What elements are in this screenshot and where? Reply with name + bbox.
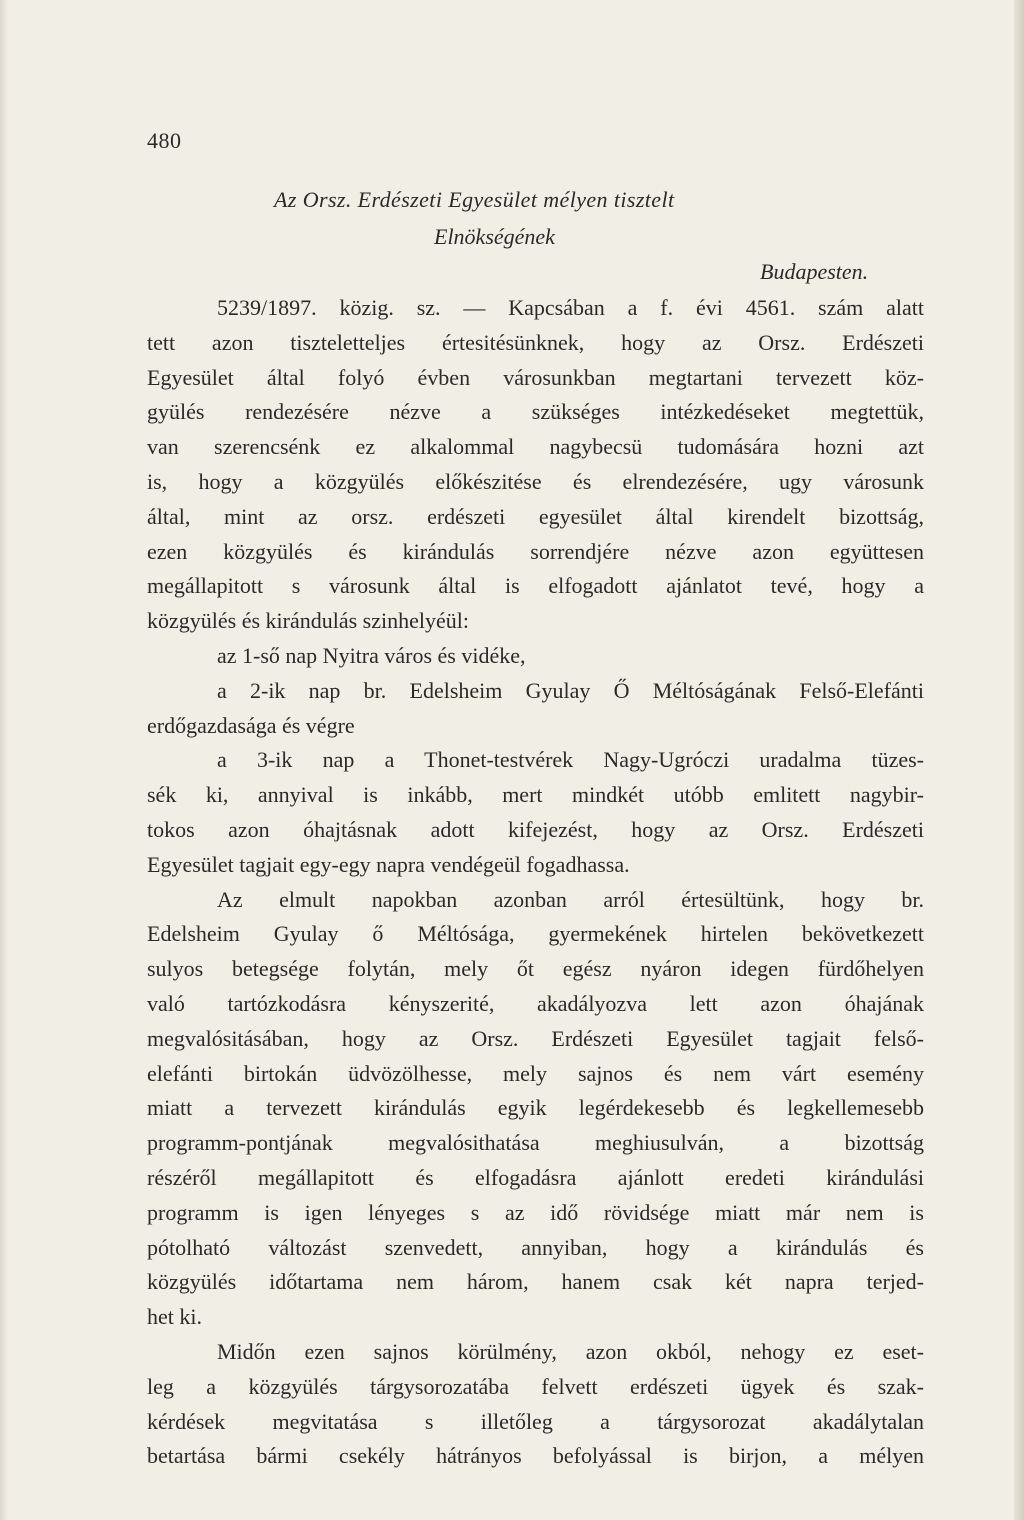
page-right-edge (1014, 0, 1024, 1520)
text-line: a 3-ik nap a Thonet-testvérek Nagy-Ugróczi uradalma tüzes- (217, 747, 924, 773)
text-line: tokos azon óhajtásnak adott kifejezést, hogy az Orsz. Erdészeti (147, 816, 924, 842)
page-left-shadow (0, 0, 8, 1520)
text-line: Egyesület tagjait egy-egy napra vendégeül fogadhassa. (147, 851, 630, 877)
text-line: közgyülés és kirándulás szinhelyéül: (147, 608, 469, 634)
text-line: gyülés rendezésére nézve a szükséges intézkedéseket megtettük, (147, 399, 924, 425)
text-line: van szerencsénk ez alkalommal nagybecsü tudomására hozni azt (147, 434, 924, 460)
text-line: részéről megállapitott és elfogadásra ajánlott eredeti kirándulási (147, 1164, 924, 1190)
text-line: het ki. (147, 1304, 202, 1330)
salutation-addressee: Az Orsz. Erdészeti Egyesület mélyen tisztelt (274, 187, 675, 212)
text-line: közgyülés időtartama nem három, hanem csak két napra terjed- (147, 1269, 924, 1295)
text-line: az 1-ső nap Nyitra város és vidéke, (217, 642, 526, 668)
text-line: megállapitott s városunk által is elfogadott ajánlatot tevé, hogy a (147, 573, 924, 599)
page-number: 480 (147, 128, 182, 153)
letter-body (147, 291, 924, 1474)
text-line: is, hogy a közgyülés előkészitése és elrendezésére, ugy városunk (147, 468, 924, 494)
salutation-place: Budapesten. (760, 259, 869, 284)
text-line: pótolható változást szenvedett, annyiban, hogy a kirándulás és (147, 1234, 924, 1260)
text-line: programm is igen lényeges s az idő rövidsége miatt már nem is (147, 1199, 924, 1225)
text-line: Midőn ezen sajnos körülmény, azon okból, nehogy ez eset- (217, 1338, 924, 1364)
text-line: Edelsheim Gyulay ő Méltósága, gyermekének hirtelen bekövetkezett (147, 921, 924, 947)
text-line: ezen közgyülés és kirándulás sorrendjére nézve azon együttesen (147, 538, 924, 564)
text-line: sék ki, annyival is inkább, mert mindkét utóbb emlitett nagybir- (147, 782, 924, 808)
text-line: sulyos betegsége folytán, mely őt egész nyáron idegen fürdőhelyen (147, 956, 924, 982)
text-line: a 2-ik nap br. Edelsheim Gyulay Ő Méltóságának Felső-Elefánti (217, 677, 924, 703)
text-line: megvalósitásában, hogy az Orsz. Erdészeti Egyesület tagjait felső- (147, 1025, 924, 1051)
text-line: betartása bármi csekély hátrányos befolyással is birjon, a mélyen (147, 1443, 924, 1469)
text-line: 5239/1897. közig. sz. — Kapcsában a f. évi 4561. szám alatt (217, 295, 924, 320)
text-line: való tartózkodásra kényszerité, akadályozva lett azon óhajának (147, 990, 924, 1016)
text-line: által, mint az orsz. erdészeti egyesület által kirendelt bizottság, (147, 503, 924, 529)
text-line: kérdések megvitatása s illetőleg a tárgysorozat akadálytalan (147, 1408, 924, 1434)
salutation-recipient: Elnökségének (434, 224, 555, 249)
text-line: Az elmult napokban azonban arról értesültünk, hogy br. (217, 886, 924, 912)
text-line: programm-pontjának megvalósithatása meghiusulván, a bizottság (147, 1130, 924, 1156)
text-line: elefánti birtokán üdvözölhesse, mely sajnos és nem várt esemény (147, 1060, 924, 1086)
text-line: tett azon tiszteletteljes értesitésünknek, hogy az Orsz. Erdészeti (147, 329, 924, 355)
text-line: miatt a tervezett kirándulás egyik legérdekesebb és legkellemesebb (147, 1095, 924, 1121)
text-line: leg a közgyülés tárgysorozatába felvett erdészeti ügyek és szak- (147, 1373, 924, 1399)
text-line: Egyesület által folyó évben városunkban megtartani tervezett köz- (147, 364, 924, 390)
text-line: erdőgazdasága és végre (147, 712, 355, 738)
